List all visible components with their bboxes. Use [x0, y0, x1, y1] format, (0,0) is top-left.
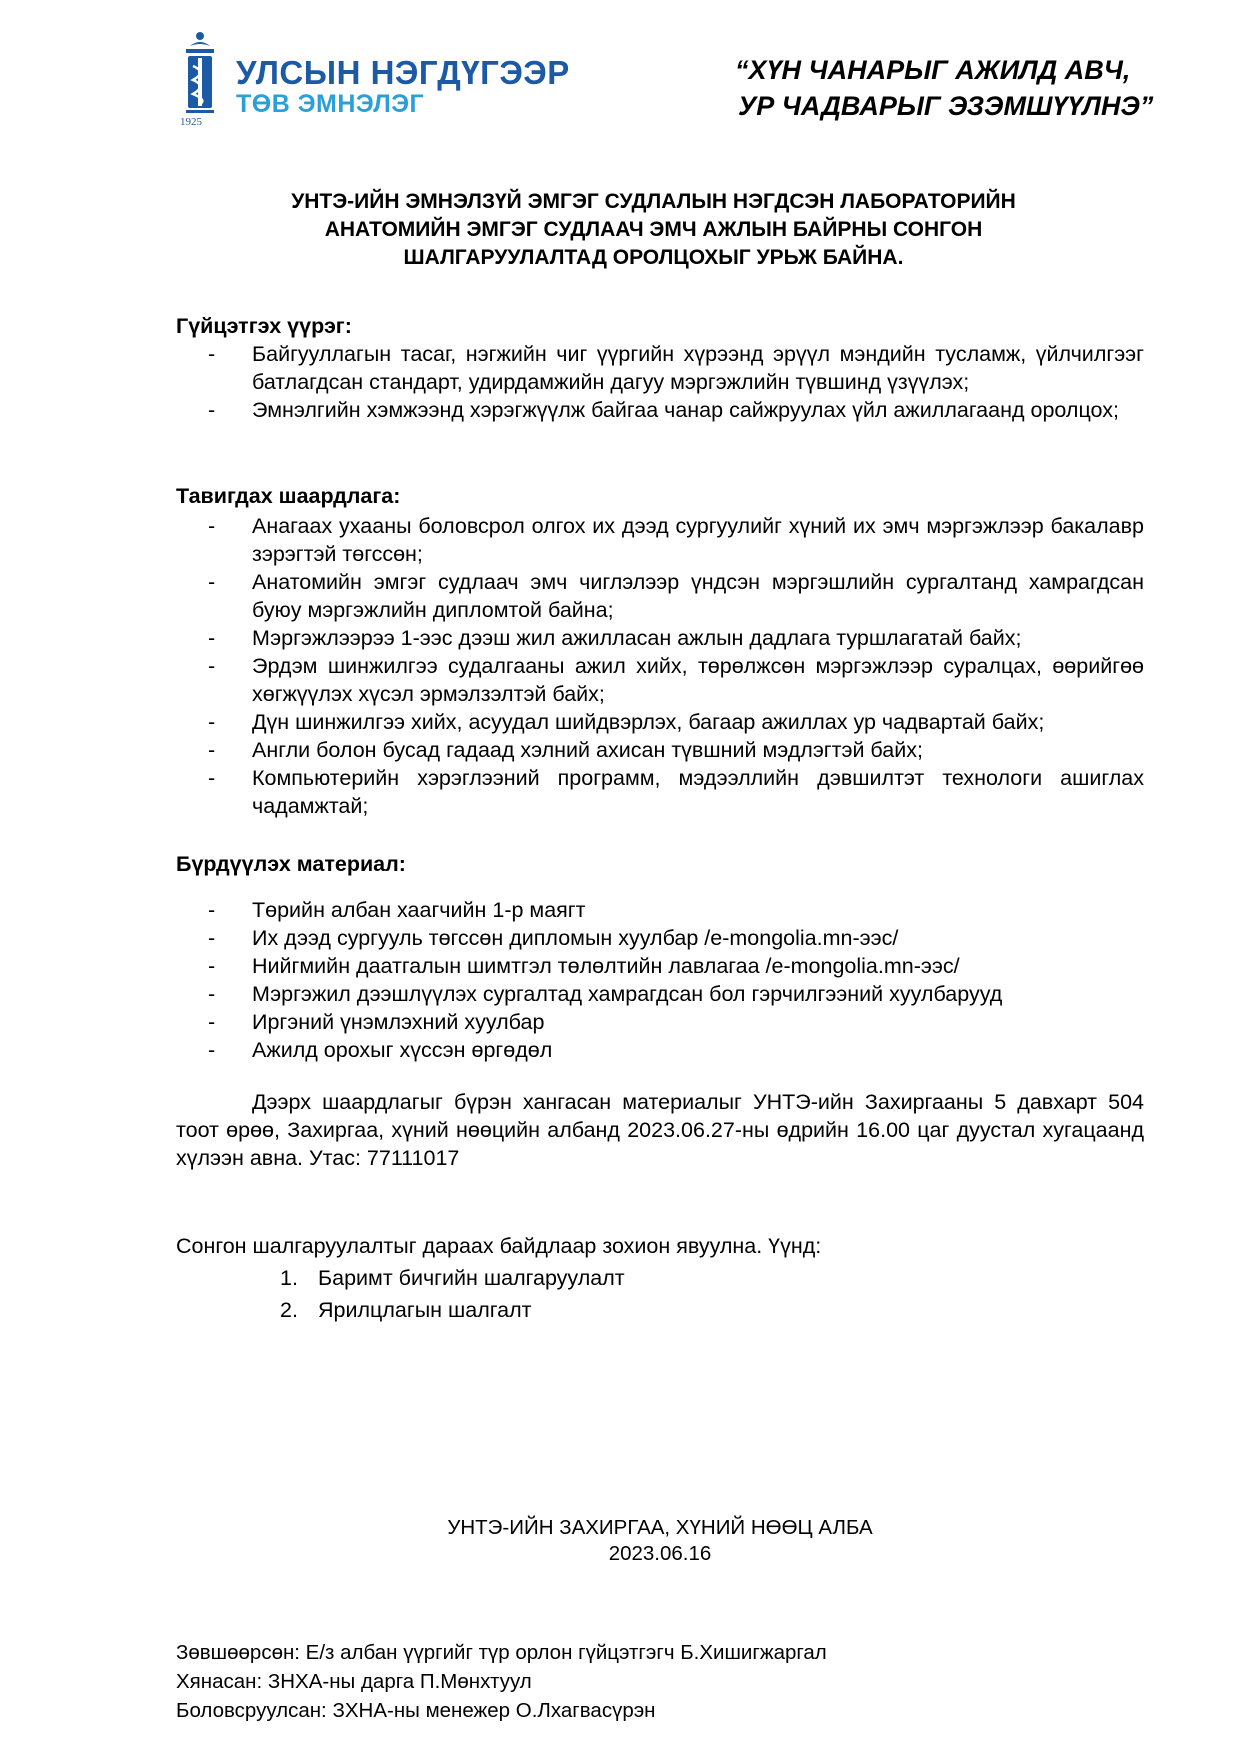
- list-item: - Ажилд орохыг хүссэн өргөдөл: [176, 1036, 1144, 1064]
- requirements-heading: Тавигдах шаардлага:: [176, 484, 401, 508]
- list-item: - Эрдэм шинжилгээ судалгааны ажил хийх, төрөлжсөн мэргэжлээр суралцах, өөрийгөө хөгжүүлэх хүсэл эрмэлзэлтэй байх;: [176, 652, 1144, 708]
- list-item: - Дүн шинжилгээ хийх, асуудал шийдвэрлэх, багаар ажиллах ур чадвартай байх;: [176, 708, 1144, 736]
- signature-org: УНТЭ-ИЙН ЗАХИРГАА, ХҮНИЙ НӨӨЦ АЛБА: [447, 1516, 873, 1539]
- document-body: [176, 308, 1144, 1326]
- step-number: 1.: [280, 1266, 298, 1290]
- list-item: - Компьютерийн хэрэглээний программ, мэдээллийн дэвшилтэт технологи ашиглах чадамжтай;: [176, 764, 1144, 820]
- duties-list: [176, 340, 1144, 424]
- list-item: - Мэргэжил дээшлүүлэх сургалтад хамрагдсан бол гэрчилгээний хуулбарууд: [176, 980, 1144, 1008]
- emblem-icon: [176, 30, 224, 130]
- list-item: - Анатомийн эмгэг судлаач эмч чиглэлээр үндсэн мэргэшлийн сургалтанд хамрагдсан буюу мэргэжлийн дипломтой байна;: [176, 568, 1144, 624]
- step-number: 2.: [280, 1298, 298, 1322]
- signature-block: [176, 1515, 1144, 1567]
- materials-heading: Бүрдүүлэх материал:: [176, 852, 406, 876]
- requirements-list: [176, 512, 1144, 820]
- title-line1: УНТЭ-ИЙН ЭМНЭЛЗҮЙ ЭМГЭГ СУДЛАЛЫН НЭГДСЭН ЛАБОРАТОРИЙН: [291, 190, 1016, 213]
- motto: [735, 52, 1153, 124]
- list-item: - Төрийн албан хаагчийн 1-р маягт: [176, 896, 1144, 924]
- duties-heading: Гүйцэтгэх үүрэг:: [176, 314, 352, 338]
- list-item: [176, 1294, 1144, 1326]
- list-item: - Эмнэлгийн хэмжээнд хэрэгжүүлж байгаа чанар сайжруулах үйл ажиллагаанд оролцох;: [176, 396, 1144, 424]
- list-item: - Их дээд сургууль төгссөн дипломын хуулбар /e-mongolia.mn-ээс/: [176, 924, 1144, 952]
- materials-list: [176, 896, 1144, 1064]
- motto-line2: УР ЧАДВАРЫГ ЭЗЭМШҮҮЛНЭ”: [738, 91, 1154, 121]
- org-name-line2: ТӨВ ЭМНЭЛЭГ: [236, 90, 425, 118]
- list-item: - Мэргэжлээрээ 1-ээс дээш жил ажилласан ажлын дадлага туршлагатай байх;: [176, 624, 1144, 652]
- motto-line1: “ХҮН ЧАНАРЫГ АЖИЛД АВЧ,: [735, 55, 1131, 85]
- approval-line: Хянасан: ЗНХА-ны дарга П.Мөнхтуул: [176, 1670, 532, 1693]
- selection-steps: [176, 1262, 1144, 1326]
- document-title: [176, 188, 1131, 272]
- approvals: [176, 1638, 827, 1725]
- approval-line: Боловсруулсан: ЗХНА-ны менежер О.Лхагвасүрэн: [176, 1699, 656, 1722]
- title-line2: АНАТОМИЙН ЭМГЭГ СУДЛААЧ ЭМЧ АЖЛЫН БАЙРНЫ СОНГОН: [324, 218, 983, 241]
- list-item: - Англи болон бусад гадаад хэлний ахисан түвшний мэдлэгтэй байх;: [176, 736, 1144, 764]
- list-item: [176, 1262, 1144, 1294]
- hospital-logo: [176, 30, 596, 130]
- signature-date: 2023.06.16: [608, 1542, 712, 1565]
- step-text: Баримт бичгийн шалгаруулалт: [318, 1266, 625, 1290]
- list-item: - Нийгмийн даатгалын шимтгэл төлөлтийн лавлагаа /e-mongolia.mn-ээс/: [176, 952, 1144, 980]
- list-item: - Иргэний үнэмлэхний хуулбар: [176, 1008, 1144, 1036]
- list-item: - Байгууллагын тасаг, нэгжийн чиг үүргийн хүрээнд эрүүл мэндийн тусламж, үйлчилгээг батлагдсан стандарт, удирдамжийн дагуу мэргэжлийн түвшинд үзүүлэх;: [176, 340, 1144, 396]
- logo-year: 1925: [180, 116, 202, 128]
- approval-line: Зөвшөөрсөн: Е/з албан үүргийг түр орлон гүйцэтгэгч Б.Хишигжаргал: [176, 1641, 827, 1664]
- org-name-line1: УЛСЫН НЭГДҮГЭЭР: [236, 54, 570, 91]
- submission-paragraph: Дээрх шаардлагыг бүрэн хангасан материалыг УНТЭ-ийн Захиргааны 5 давхарт 504 тоот өрөө, Захиргаа, хүний нөөцийн албанд 2023.06.27-ны өдрийн 16.00 цаг дуустал хугацаанд хүлээн авна. Утас: 77111017: [176, 1090, 1144, 1170]
- title-line3: ШАЛГАРУУЛАЛТАД ОРОЛЦОХЫГ УРЬЖ БАЙНА.: [403, 246, 904, 269]
- list-item: - Анагаах ухааны боловсрол олгох их дээд сургуулийг хүний их эмч мэргэжлээр бакалавр зэрэгтэй төгссөн;: [176, 512, 1144, 568]
- step-text: Ярилцлагын шалгалт: [318, 1298, 532, 1322]
- selection-intro: Сонгон шалгаруулалтыг дараах байдлаар зохион явуулна. Үүнд:: [176, 1234, 822, 1258]
